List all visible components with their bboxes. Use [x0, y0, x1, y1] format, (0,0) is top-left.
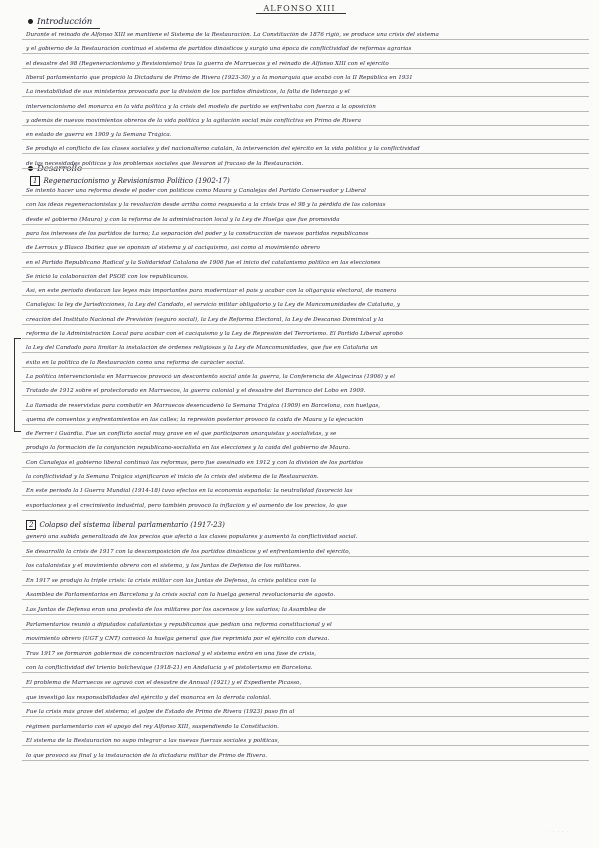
ruled-line [22, 224, 589, 225]
ruled-line [22, 702, 589, 703]
subsection-1-number: 1 [30, 176, 40, 186]
ruled-line [22, 495, 589, 496]
bullet-icon [28, 19, 33, 24]
handwritten-line: Se intentó hacer una reforma desde el poder con políticos como Maura y Canalejas del Partido Conservador y Liberal [26, 188, 367, 194]
section-intro-heading [28, 17, 92, 27]
handwritten-line: y el gobierno de la Restauración continuó el sistema de partidos dinásticos y surgió una época de conflictividad de reformas agrarias [26, 46, 412, 53]
handwritten-line: éxito en la política de la Restauración como una reforma de carácter social. [26, 359, 245, 366]
ruled-line [22, 467, 589, 468]
ruled-line [22, 570, 589, 571]
handwritten-line: Durante el reinado de Alfonso XIII se mantiene el Sistema de la Restauración. La Constitución de 1876 rigió, se produce una crisis del sistema [26, 32, 439, 38]
margin-bracket [14, 338, 21, 432]
section-desarrollo-label: Desarrollo [37, 164, 83, 174]
handwritten-line: En 1917 se produjo la triple crisis: la crisis militar con las Juntas de Defensa, la crisis política con la [26, 577, 317, 584]
ruled-line [22, 410, 589, 411]
ruled-line [22, 585, 589, 586]
intro-underline [38, 28, 100, 29]
ruled-line [22, 760, 589, 761]
handwritten-line: Asamblea de Parlamentarios en Barcelona y la crisis social con la huelga general revolucionaria de agosto. [26, 592, 336, 599]
ruled-line [22, 195, 589, 196]
handwritten-line: de Lerroux y Blasco Ibáñez que se oponían al sistema y al caciquismo, así como al movimiento obrero [26, 245, 320, 252]
ruled-line [22, 395, 589, 396]
handwritten-line: liberal parlamentario que propició la Dictadura de Primo de Rivera (1923-30) y a la monarquía que acabó con la II República en 1931 [26, 74, 413, 81]
ruled-line [22, 267, 589, 268]
ruled-line [22, 614, 589, 615]
ruled-line [22, 125, 589, 126]
page-title: ALFONSO XIII [263, 4, 336, 13]
handwritten-line: Las Juntas de Defensa eran una protesta de los militares por los ascensos y los salarios; la Asamblea de [26, 607, 326, 613]
subsection-1-heading [30, 176, 230, 186]
handwritten-line: en estado de guerra en 1909 y la Semana Trágica. [26, 132, 172, 139]
ruled-line [22, 68, 589, 69]
handwritten-line: El problema de Marruecos se agravó con el desastre de Annual (1921) y el Expediente Picasso, [26, 680, 302, 686]
ruled-line [22, 643, 589, 644]
ruled-line [22, 452, 589, 453]
ruled-line [22, 716, 589, 717]
ruled-line [22, 658, 589, 659]
ruled-line [22, 252, 589, 253]
ruled-line [22, 629, 589, 630]
handwritten-line: Tras 1917 se formaron gobiernos de concentración nacional y el sistema entró en una fase de crisis, [26, 650, 317, 657]
handwritten-line: movimiento obrero (UGT y CNT) convocó la huelga general que fue reprimida por el ejército con dureza. [26, 636, 330, 643]
handwritten-line: intervencionismo del monarca en la vida política y la crisis del modelo de partido se enfrentaba con fuerza a la oposición [26, 103, 376, 110]
subsection-1-title: Regeneracionismo y Revisionismo Político (1902-17) [43, 177, 230, 185]
section-intro-label: Introducción [37, 17, 93, 27]
ruled-line [22, 672, 589, 673]
handwritten-line: lo que provocó su final y la instauración de la dictadura militar de Primo de Rivera. [26, 753, 268, 759]
handwritten-line: Se produjo el conflicto de las clases sociales y del nacionalismo catalán, la intervención del ejército en la vida política y la conflictividad [26, 146, 420, 153]
ruled-line [22, 438, 589, 439]
ruled-line [22, 324, 589, 325]
ruled-line [22, 238, 589, 239]
handwritten-line: que investigó las responsabilidades del ejército y del monarca en la derrota colonial. [26, 694, 272, 701]
ruled-line [22, 556, 589, 557]
page-footer: · · · · · [548, 829, 569, 834]
handwritten-line: La llamada de reservistas para combatir en Marruecos desencadenó la Semana Trágica (1909) en Barcelona, con huelgas, [26, 402, 381, 409]
ruled-line [22, 381, 589, 382]
title-underline [256, 13, 346, 14]
handwritten-line: Parlamentarios reunió a diputados catalanistas y republicanos que pedían una reforma constitucional y el [26, 621, 332, 628]
handwritten-line: Se desarrolló la crisis de 1917 con la descomposición de los partidos dinásticos y el enfrentamiento del ejército, [26, 548, 351, 555]
handwritten-line: con las ideas regeneracionistas y la revolución desde arriba como respuesta a la crisis tras el 98 y la pérdida de las colonias [26, 202, 386, 209]
handwritten-line: en el Partido Republicano Radical y la Solidaridad Catalana de 1906 fue el inicio del catalanismo político en las elecciones [26, 259, 381, 266]
ruled-line [22, 281, 589, 282]
ruled-line [22, 424, 589, 425]
handwritten-line: Con Canalejas el gobierno liberal continuó las reformas, pero fue asesinado en 1912 y con la división de los partidos [26, 459, 364, 466]
handwritten-line: quema de conventos y enfrentamientos en las calles; la represión posterior provocó la caída de Maura y la ejecución [26, 416, 364, 423]
ruled-line [22, 599, 589, 600]
ruled-line [22, 139, 589, 140]
handwritten-line: generó una subida generalizada de los precios que afectó a las clases populares y aumentó la conflictividad social. [26, 534, 358, 540]
ruled-line [22, 309, 589, 310]
handwritten-line: El sistema de la Restauración no supo integrar a las nuevas fuerzas sociales y políticas, [26, 738, 280, 745]
ruled-line [22, 731, 589, 732]
ruled-line [22, 541, 589, 542]
handwritten-line: Se inició la colaboración del PSOE con los republicanos. [26, 273, 189, 280]
subsection-2-heading [26, 520, 225, 530]
ruled-line [22, 111, 589, 112]
ruled-line [22, 510, 589, 511]
handwritten-line: Así, en este período destacan las leyes más importantes para modernizar el país y acabar con la oligarquía electoral, de manera [26, 288, 397, 295]
handwritten-line: y además de nuevos movimientos obreros de la vida política y la agitación social más conflictiva en Primo de Rivera [26, 117, 361, 124]
ruled-line [22, 338, 589, 339]
handwritten-line: exportaciones y el crecimiento industrial, pero también provocó la inflación y el aumento de los precios, lo que [26, 502, 348, 509]
subsection-2-title: Colapso del sistema liberal parlamentario (1917-23) [39, 521, 225, 529]
handwritten-line: para los intereses de los partidos de turno; La separación del poder y la construcción de nuevos partidos republicanos [26, 230, 369, 237]
ruled-line [22, 367, 589, 368]
handwritten-line: En este período la I Guerra Mundial (1914-18) tuvo efectos en la economía española: la neutralidad favoreció las [26, 488, 353, 495]
ruled-line [22, 82, 589, 83]
ruled-line [22, 295, 589, 296]
ruled-line [22, 352, 589, 353]
handwritten-line: reforma de la Administración Local para acabar con el caciquismo y la Ley de Represión del Terrorismo. El Partido Liberal aprobó [26, 331, 403, 337]
handwritten-line: La política intervencionista en Marruecos provocó un descontento social ante la guerra, la Conferencia de Algeciras (1906) y el [26, 373, 396, 380]
handwritten-line: creación del Instituto Nacional de Previsión (seguro social), la Ley de Reforma Electoral, la Ley de Descanso Dominical y la [26, 316, 384, 323]
handwritten-line: produjo la formación de la conjunción republicano-socialista en las elecciones y la caída del gobierno de Maura. [26, 445, 351, 452]
handwritten-line: de Ferrer i Guàrdia. Fue un conflicto social muy grave en el que participaron anarquistas y socialistas, y se [26, 431, 337, 438]
handwritten-line: Canalejas: la ley de Jurisdicciones, la Ley del Candado, el servicio militar obligatorio y la Ley de Mancomunidades de Cataluña, y [26, 302, 401, 309]
handwritten-line: la Ley del Candado para limitar la instalación de órdenes religiosas y la Ley de Mancomunidades, que fue en Cataluña un [26, 345, 378, 352]
ruled-line [22, 745, 589, 746]
ruled-line [22, 153, 589, 154]
subsection-2-number: 2 [26, 520, 36, 530]
handwritten-line: los catalanistas y el movimiento obrero con el sistema, y las Juntas de Defensa de los militares. [26, 563, 302, 570]
handwritten-line: de las necesidades políticas y los problemas sociales que llevaron al fracaso de la Restauración. [26, 160, 304, 167]
ruled-line [22, 481, 589, 482]
ruled-line [22, 53, 589, 54]
ruled-line [22, 687, 589, 688]
handwritten-line: La inestabilidad de sus ministerios provocada por la división de los partidos dinásticos, la falta de liderazgo y el [26, 89, 350, 96]
handwritten-line: régimen parlamentario con el apoyo del rey Alfonso XIII, suspendiendo la Constitución. [26, 723, 279, 730]
handwritten-line: el desastre del 98 (Regeneracionismo y Revisionismo) tras la guerra de Marruecos y el reinado de Alfonso XIII con el ejército [26, 60, 389, 67]
handwritten-line: Tratado de 1912 sobre el protectorado en Marruecos, la guerra colonial y el desastre del Barranco del Lobo en 1909. [26, 388, 366, 395]
handwritten-line: la conflictividad y la Semana Trágica significaron el inicio de la crisis del sistema de la Restauración. [26, 474, 319, 480]
ruled-line [22, 168, 589, 169]
handwritten-line: Fue la crisis más grave del sistema; el golpe de Estado de Primo de Rivera (1923) puso fin al [26, 709, 295, 716]
handwritten-line: desde el gobierno (Maura) y con la reforma de la administración local y la Ley de Huelga que fue promovida [26, 216, 340, 223]
ruled-line [22, 96, 589, 97]
ruled-line [22, 209, 589, 210]
handwritten-line: con la conflictividad del trienio bolchevique (1918-21) en Andalucía y el pistolerismo en Barcelona. [26, 665, 313, 672]
ruled-line [22, 39, 589, 40]
